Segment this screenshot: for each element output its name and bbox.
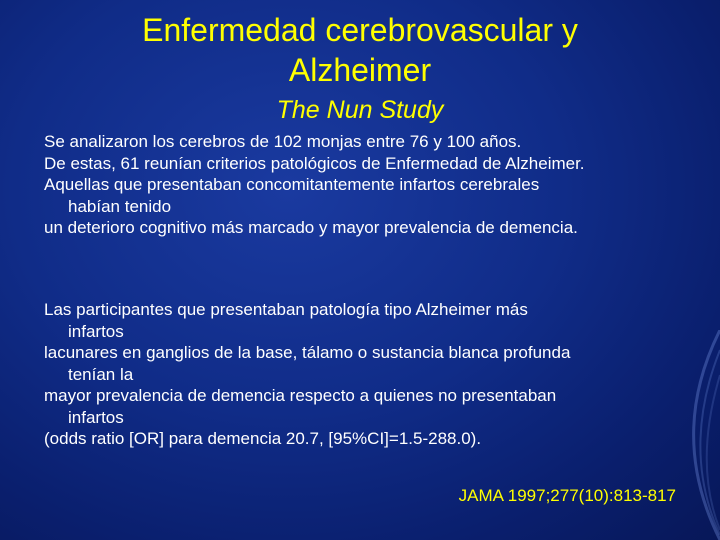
slide-title-line-2: Alzheimer xyxy=(288,52,432,88)
text-line: Aquellas que presentaban concomitantemente infartos cerebrales xyxy=(44,175,540,194)
journal-citation: JAMA 1997;277(10):813-817 xyxy=(458,486,676,505)
slide-title xyxy=(0,10,720,90)
text-line: un deterioro cognitivo más marcado y mayor prevalencia de demencia. xyxy=(44,218,578,237)
paragraph-findings xyxy=(44,299,694,450)
text-line-continuation: infartos xyxy=(68,407,124,427)
text-line: De estas, 61 reunían criterios patológicos de Enfermedad de Alzheimer. xyxy=(44,153,585,173)
paragraph-study-description xyxy=(44,131,694,239)
text-line: mayor prevalencia de demencia respecto a quienes no presentaban xyxy=(44,386,557,405)
slide-subtitle: The Nun Study xyxy=(276,96,444,124)
text-line-continuation: tenían la xyxy=(68,364,134,384)
text-line: Las participantes que presentaban patología tipo Alzheimer más xyxy=(44,300,528,319)
text-line-continuation: infartos xyxy=(68,321,124,341)
text-line-continuation: habían tenido xyxy=(68,196,172,216)
text-line: lacunares en ganglios de la base, tálamo o sustancia blanca profunda xyxy=(44,343,571,362)
text-line: (odds ratio [OR] para demencia 20.7, [95%CI]=1.5-288.0). xyxy=(44,429,482,448)
slide-title-line-1: Enfermedad cerebrovascular y xyxy=(142,12,578,48)
text-line: Se analizaron los cerebros de 102 monjas entre 76 y 100 años. xyxy=(44,132,522,151)
